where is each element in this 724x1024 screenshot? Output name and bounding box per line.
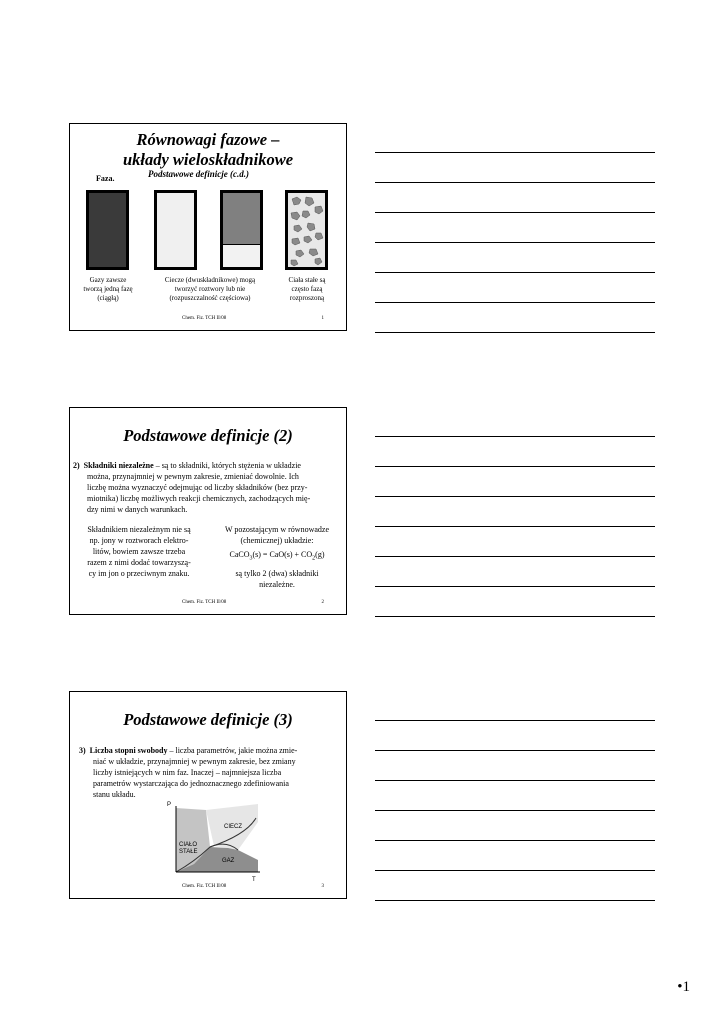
note-line [375,900,655,901]
slide-2-number: 2 [321,600,324,605]
slide-2-right-note: W pozostającym w równowadze (chemicznej) układzie: CaCO$_3$(s) = $CaO(s) + CO_2(g)$ są tylko 2 (dwa) składniki niezależne. [210,524,344,590]
solid-dispersed-box [285,190,328,270]
note-line [375,780,655,781]
slide-2-title: Podstawowe definicje (2) [123,426,293,445]
slide-3-item: 3) Liczba stopni swobody – liczba parametrów, jakie można zmie- niać w układzie, przynajmniej w pewnym zakresie, bez zmiany liczby istniejących w nim faz. Inaczej – najmniejsza liczba parametrów wystarczająca do jednoznacznego zdefiniowania stanu układu. [79,746,298,799]
slide-3-number: 3 [321,884,324,889]
note-line [375,496,655,497]
note-line [375,436,655,437]
note-line [375,750,655,751]
note-line [375,840,655,841]
note-line [375,556,655,557]
slide-2-item: 2) Składniki niezależne – są to składniki, których stężenia w układzie można, przynajmniej w pewnym zakresie, zmieniać dowolnie. Ich liczbę można wyznaczyć odejmując od liczby składników (bez przy- miotnika) liczbę możliwych reakcji chemicznych, zachodzących mię- dzy nimi w danych warunkach. [73,461,311,514]
note-line [375,616,655,617]
slide-1 [69,123,347,331]
note-line [375,466,655,467]
phase-diagram [166,800,266,882]
note-line [375,182,655,183]
solid-particles-icon [288,193,325,267]
note-line [375,586,655,587]
solid-caption: Ciała stałe są często fazą rozproszoną [288,276,326,302]
reaction-equation: CaCO$_3$(s) = $CaO(s) + CO_2(g)$ [229,550,325,562]
axis-p-label: P [167,802,172,808]
gas-label: GAZ [222,858,235,864]
solid-label-2: STAŁE [179,849,198,855]
slide-3 [69,691,347,899]
axis-t-label: T [252,877,256,882]
faza-label: Faza. [96,174,115,183]
note-line [375,302,655,303]
slide-1-footer: Chem. Fiz. TCH II/08 [182,316,227,321]
liquid-label: CIECZ [224,824,242,830]
note-line [375,272,655,273]
solid-label-1: CIAŁO [179,842,198,848]
slide-1-title-line2: układy wieloskładnikowe [122,150,294,169]
slide-2-footer: Chem. Fiz. TCH II/08 [182,600,227,605]
note-line [375,242,655,243]
note-line [375,152,655,153]
note-line [375,720,655,721]
note-line [375,526,655,527]
slide-3-footer: Chem. Fiz. TCH II/08 [182,884,227,889]
gas-caption: Gazy zawsze tworzą jedną fazę (ciągłą) [83,276,133,302]
note-line [375,810,655,811]
liquid-caption: Ciecze (dwuskładnikowe) mogą tworzyć roztwory lub nie (rozpuszczalność częściowa) [164,276,256,302]
gas-phase-box [86,190,129,270]
note-line [375,332,655,333]
slide-3-title: Podstawowe definicje (3) [123,710,293,729]
slide-1-subtitle: Podstawowe definicje (c.d.) [148,169,249,179]
note-line [375,870,655,871]
note-line [375,212,655,213]
liquid-phase-box [154,190,197,270]
slide-1-title-line1: Równowagi fazowe – [136,130,280,149]
slide-2-left-note: Składnikiem niezależnym nie są np. jony w roztworach elektro- litów, bowiem zawsze trzeba razem z nimi dodać towarzyszą- cy im jon o przeciwnym znaku. [87,525,191,578]
slide-1-number: 1 [321,316,324,321]
slide-2 [69,407,347,615]
page-number: •1 [677,979,690,995]
liquid-two-phase-box [220,190,263,270]
